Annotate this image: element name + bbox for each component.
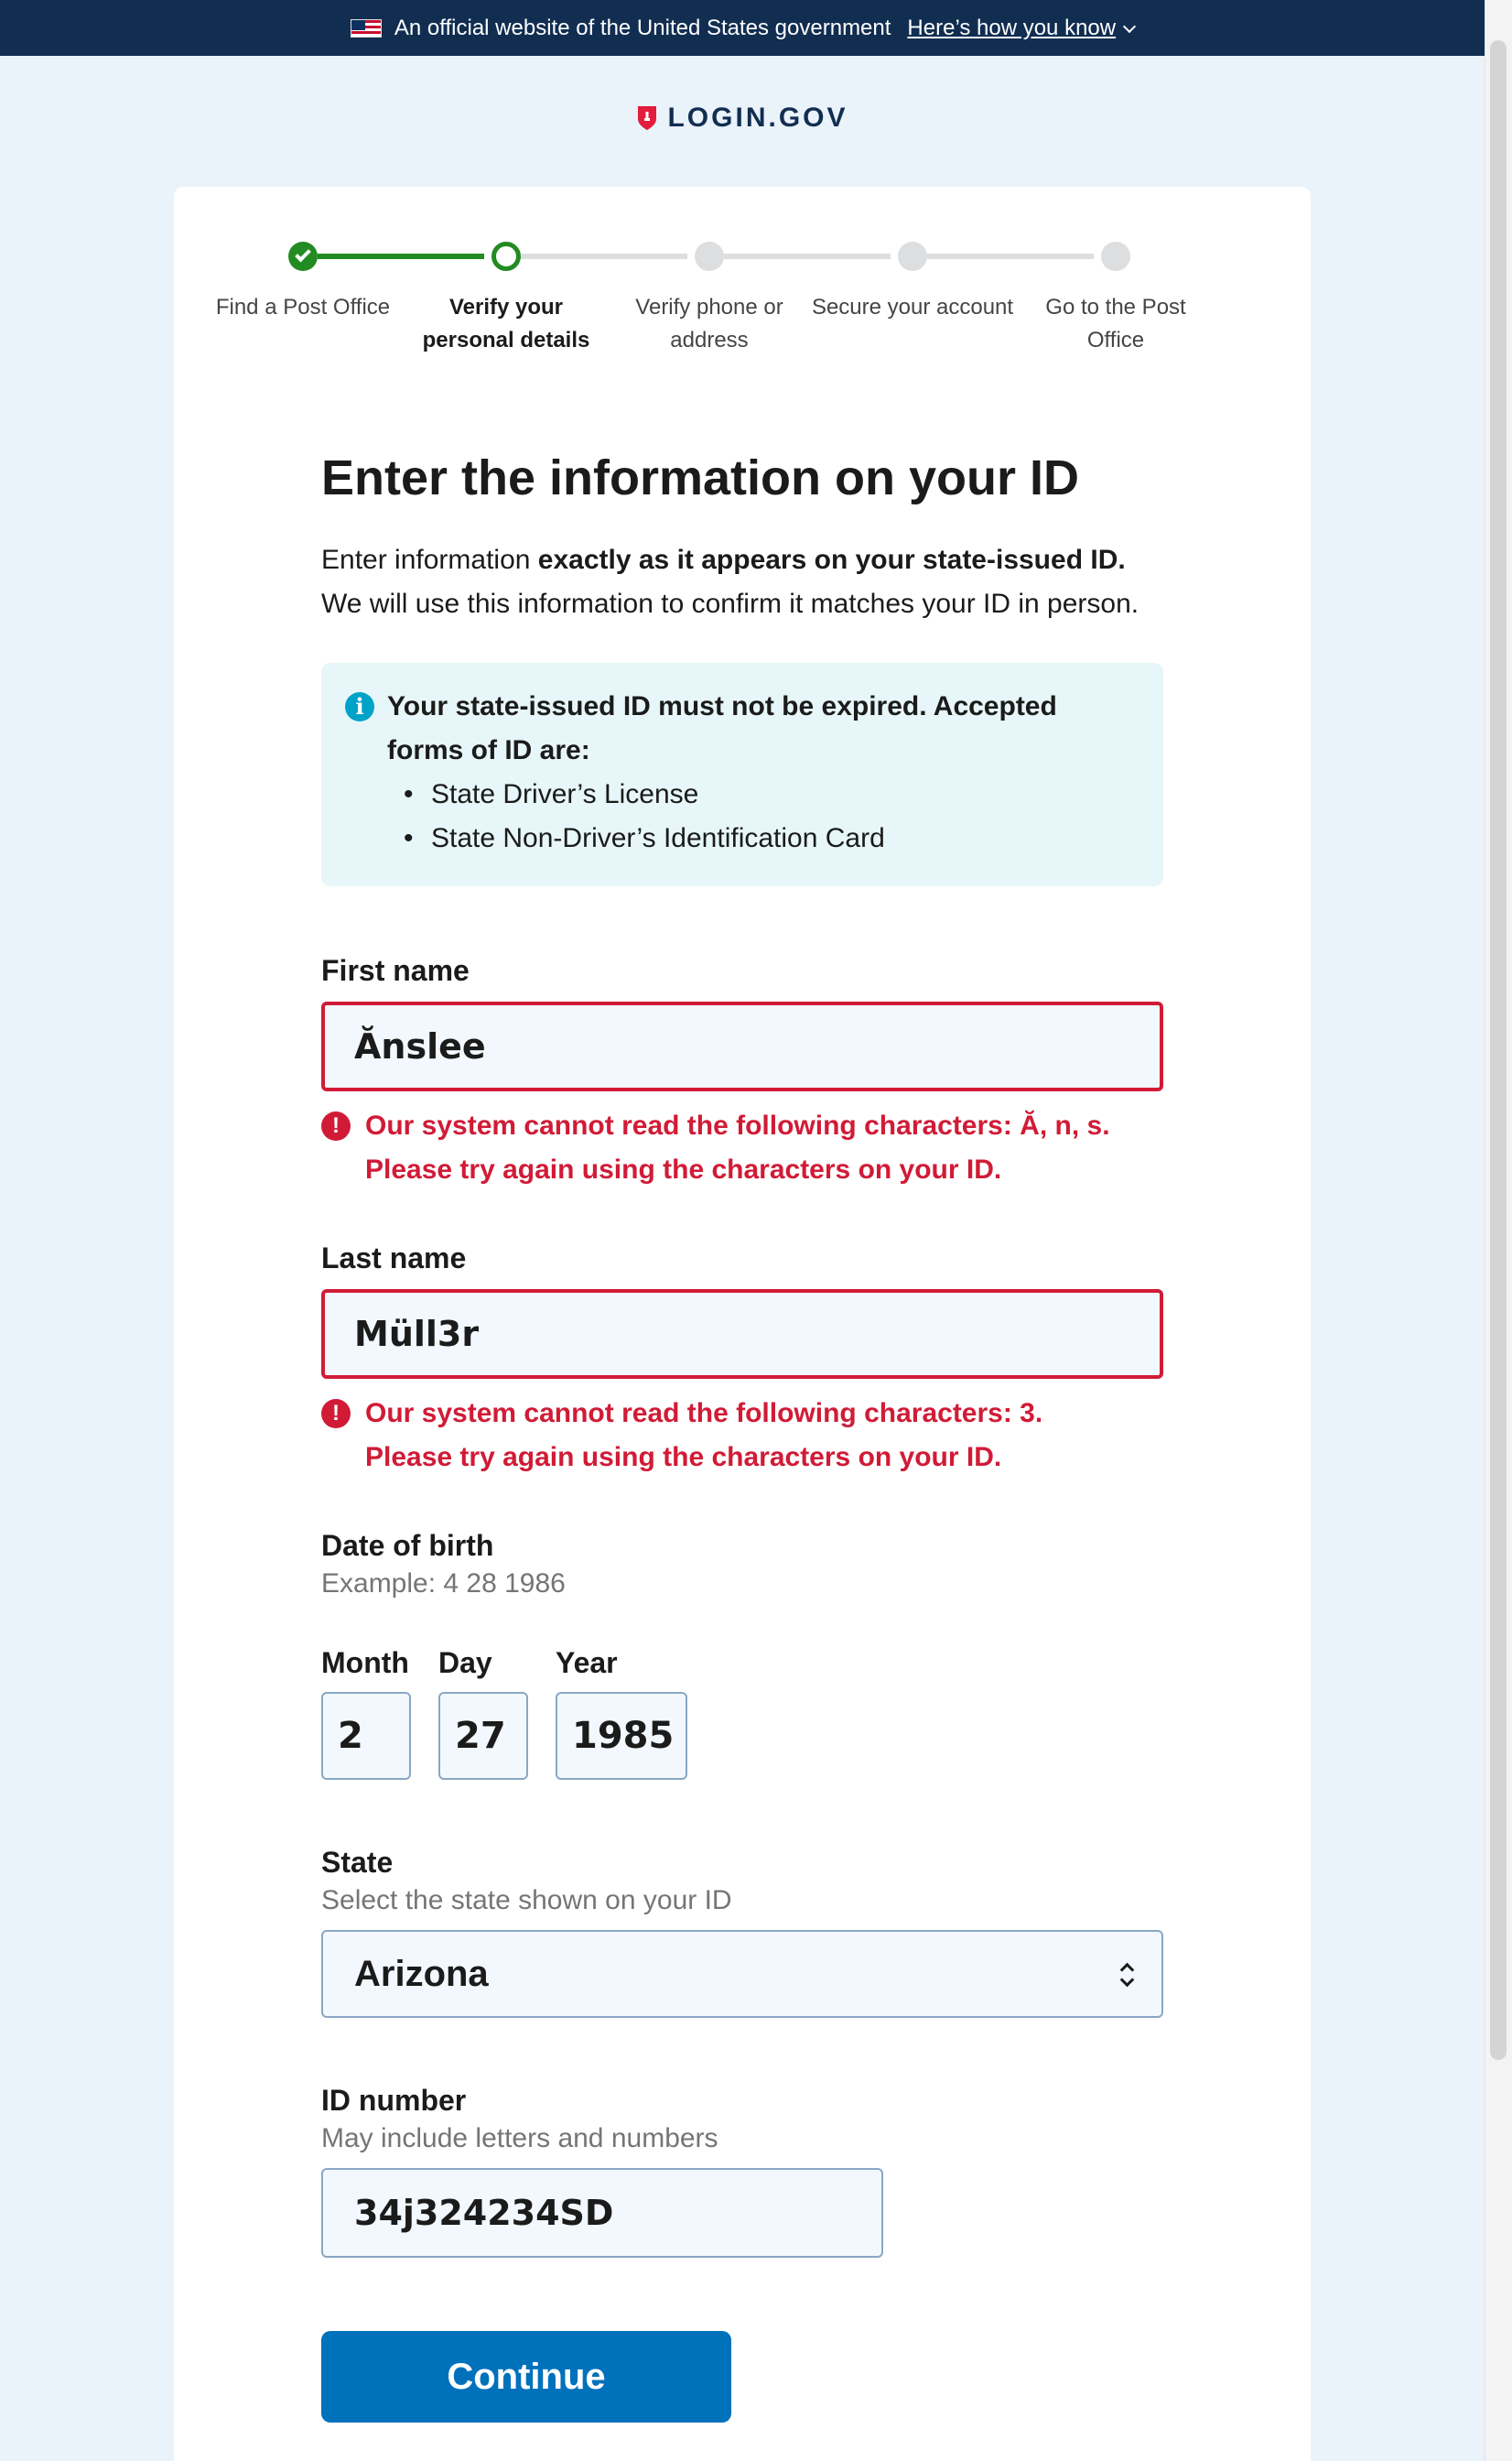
step-complete-icon bbox=[288, 242, 318, 271]
day-part bbox=[438, 1642, 528, 1780]
step-connector bbox=[521, 254, 687, 259]
month-part bbox=[321, 1642, 411, 1780]
last-name-input[interactable]: Müll3r bbox=[321, 1289, 1163, 1379]
step-incomplete-icon bbox=[898, 242, 927, 271]
gov-banner-text: An official website of the United States government bbox=[394, 15, 891, 40]
list-item: • State Driver’s License bbox=[431, 773, 1136, 817]
id-number-label: ID number bbox=[321, 2084, 467, 2117]
state-select-value: Arizona bbox=[354, 1953, 489, 1994]
step-incomplete-icon bbox=[695, 242, 724, 271]
list-item: • State Non-Driver’s Identification Card bbox=[431, 817, 1136, 861]
alert-title: Your state-issued ID must not be expired. Accepted forms of ID are: bbox=[387, 691, 1057, 765]
dob-label: Date of birth bbox=[321, 1529, 494, 1562]
step-connector bbox=[724, 254, 891, 259]
first-name-input[interactable]: Ănslee bbox=[321, 1002, 1163, 1091]
step-label: Go to the Post Office bbox=[1045, 295, 1186, 352]
step-indicator bbox=[201, 242, 1283, 352]
year-input[interactable]: 1985 bbox=[556, 1692, 687, 1780]
heres-how-you-know-link[interactable] bbox=[907, 16, 1134, 41]
dob-fields bbox=[321, 1642, 1163, 1780]
step-current-icon bbox=[491, 242, 521, 271]
step-incomplete-icon bbox=[1101, 242, 1130, 271]
month-input[interactable]: 2 bbox=[321, 1692, 411, 1780]
select-arrows-icon bbox=[1119, 1959, 1138, 1992]
year-label: Year bbox=[556, 1646, 618, 1679]
intro-bold: exactly as it appears on your state-issued ID. bbox=[537, 545, 1126, 575]
state-group bbox=[321, 1842, 1163, 2018]
dob-hint: Example: 4 28 1986 bbox=[321, 1568, 566, 1599]
intro-part2: We will use this information to confirm it matches your ID in person. bbox=[321, 589, 1139, 619]
error-text-line2: Please try again using the characters on your ID. bbox=[365, 1442, 1002, 1472]
state-select[interactable] bbox=[321, 1930, 1163, 2018]
first-name-group bbox=[321, 950, 1163, 1192]
first-name-error bbox=[321, 1104, 1163, 1192]
id-number-group bbox=[321, 2080, 1163, 2258]
gov-banner bbox=[0, 0, 1485, 56]
step-label: Secure your account bbox=[811, 295, 1014, 320]
checkmark-icon bbox=[295, 246, 311, 263]
state-hint: Select the state shown on your ID bbox=[321, 1885, 732, 1915]
chevron-down-icon bbox=[1123, 19, 1136, 32]
year-part bbox=[556, 1642, 687, 1780]
scrollbar-thumb[interactable] bbox=[1490, 40, 1507, 2060]
page-title: Enter the information on your ID bbox=[321, 450, 1080, 505]
state-label: State bbox=[321, 1846, 394, 1879]
step-label: Find a Post Office bbox=[215, 295, 391, 320]
dob-group bbox=[321, 1525, 1163, 1780]
error-text-line2: Please try again using the characters on your ID. bbox=[365, 1155, 1002, 1185]
logo[interactable] bbox=[0, 103, 1485, 134]
id-info-alert bbox=[321, 663, 1163, 886]
info-icon: i bbox=[345, 692, 374, 721]
scrollbar[interactable] bbox=[1485, 0, 1512, 2461]
step-label: Verify your personal details bbox=[422, 295, 590, 352]
error-icon: ! bbox=[321, 1111, 351, 1141]
day-label: Day bbox=[438, 1646, 492, 1679]
id-number-input[interactable]: 34j324234SD bbox=[321, 2168, 883, 2258]
us-flag-icon bbox=[351, 19, 382, 38]
step-connector bbox=[927, 254, 1094, 259]
intro-part1: Enter information bbox=[321, 545, 538, 575]
main-card bbox=[174, 187, 1311, 2461]
id-types-list bbox=[387, 773, 1136, 861]
id-number-hint: May include letters and numbers bbox=[321, 2123, 718, 2153]
form-content bbox=[321, 443, 1163, 2423]
last-name-group bbox=[321, 1238, 1163, 1480]
error-icon: ! bbox=[321, 1399, 351, 1428]
last-name-label: Last name bbox=[321, 1241, 467, 1274]
shield-icon bbox=[636, 104, 658, 132]
intro-text bbox=[321, 538, 1163, 626]
month-label: Month bbox=[321, 1646, 409, 1679]
logo-text: LOGIN.GOV bbox=[667, 103, 848, 133]
heres-how-you-know-label: Here’s how you know bbox=[907, 15, 1117, 40]
last-name-error bbox=[321, 1392, 1163, 1480]
step-label: Verify phone or address bbox=[635, 295, 783, 352]
error-text-line1: Our system cannot read the following characters: 3. bbox=[365, 1398, 1043, 1428]
step-connector bbox=[318, 254, 484, 259]
error-text-line1: Our system cannot read the following characters: Ă, n, s. bbox=[365, 1111, 1110, 1141]
day-input[interactable]: 27 bbox=[438, 1692, 528, 1780]
continue-button[interactable]: Continue bbox=[321, 2331, 731, 2423]
first-name-label: First name bbox=[321, 954, 470, 987]
